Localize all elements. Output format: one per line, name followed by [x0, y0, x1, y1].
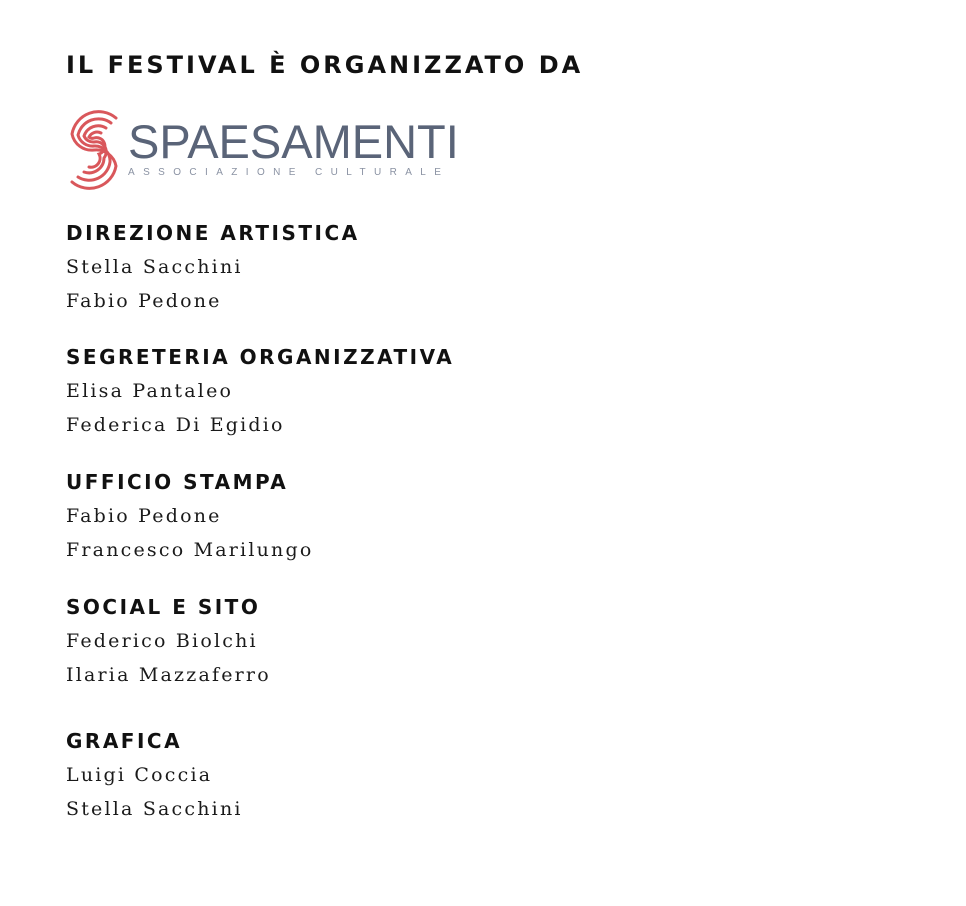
section-heading: GRAFICA — [66, 729, 183, 753]
person-name: Stella Sacchini — [66, 256, 243, 278]
section-ufficio-stampa — [66, 469, 866, 567]
person-name: Fabio Pedone — [66, 505, 222, 527]
person-name: Francesco Marilungo — [66, 539, 314, 561]
person-name: Federico Biolchi — [66, 630, 258, 652]
logo-name: SPAESAMENTI — [128, 115, 459, 168]
section-heading: SOCIAL E SITO — [66, 595, 261, 619]
section-segreteria-organizzativa — [66, 344, 866, 442]
person-name: Federica Di Egidio — [66, 414, 285, 436]
section-social-e-sito — [66, 594, 866, 692]
person-name: Luigi Coccia — [66, 764, 213, 786]
person-name: Stella Sacchini — [66, 798, 243, 820]
section-grafica — [66, 728, 866, 826]
credits-page — [66, 0, 926, 906]
name-list — [66, 374, 866, 442]
person-name: Ilaria Mazzaferro — [66, 664, 271, 686]
logo-subtitle: ASSOCIAZIONE CULTURALE — [128, 167, 450, 178]
spaesamenti-logo — [66, 110, 459, 194]
person-name: Fabio Pedone — [66, 290, 222, 312]
person-name: Elisa Pantaleo — [66, 380, 234, 402]
section-heading: UFFICIO STAMPA — [66, 470, 289, 494]
name-list — [66, 499, 866, 567]
name-list — [66, 758, 866, 826]
page-title: IL FESTIVAL È ORGANIZZATO DA — [66, 51, 584, 79]
name-list — [66, 624, 866, 692]
section-heading: SEGRETERIA ORGANIZZATIVA — [66, 345, 455, 369]
spaesamenti-logo-mark — [66, 110, 124, 190]
name-list — [66, 250, 866, 318]
section-direzione-artistica — [66, 220, 866, 318]
section-heading: DIREZIONE ARTISTICA — [66, 221, 360, 245]
